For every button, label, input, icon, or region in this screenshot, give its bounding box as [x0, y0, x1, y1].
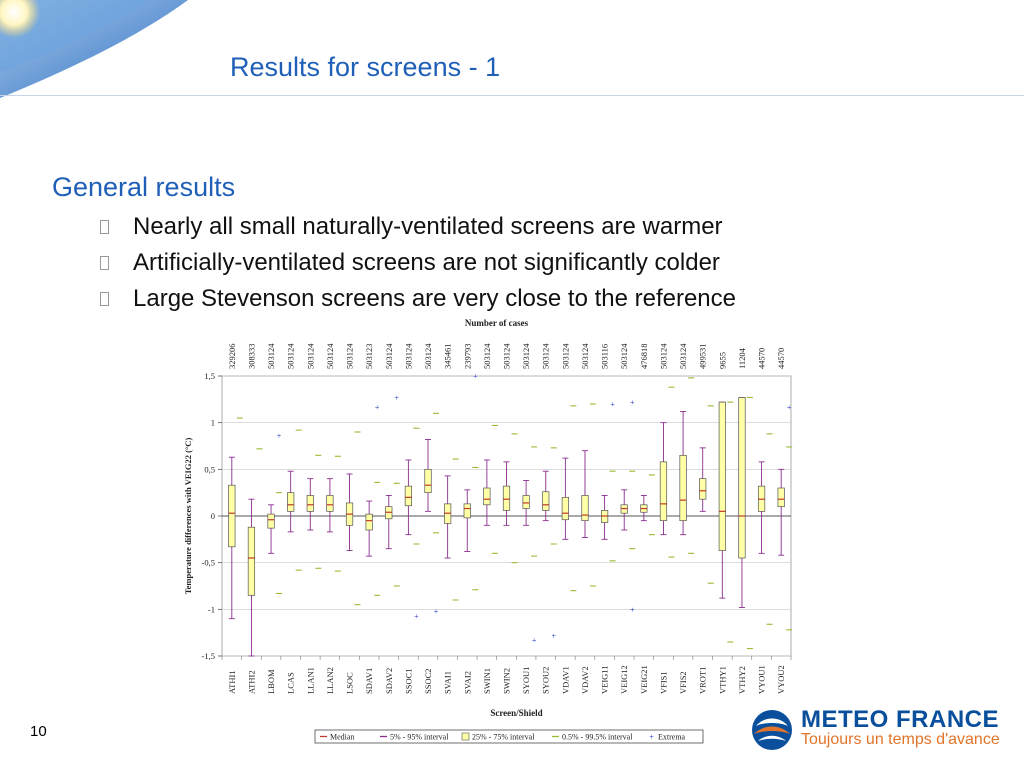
iqr-box	[425, 469, 432, 492]
category-label: SYOU1	[521, 666, 532, 694]
iqr-box	[307, 495, 314, 511]
case-count-label: 503124	[678, 343, 689, 369]
case-count-label: 503116	[599, 343, 610, 369]
case-count-label: 503124	[423, 343, 434, 369]
iqr-box	[739, 397, 746, 558]
case-count-label: 503124	[305, 343, 316, 369]
category-label: SWIN1	[481, 668, 492, 694]
case-count-label: 503124	[619, 343, 630, 369]
meteo-france-logo	[745, 700, 1010, 760]
category-label: VFIS2	[678, 671, 689, 694]
iqr-box	[366, 514, 373, 530]
iqr-box	[248, 527, 255, 595]
case-count-label: 503124	[579, 343, 590, 369]
title-rule	[0, 95, 1024, 96]
logo-name: METEO FRANCE	[801, 706, 999, 733]
iqr-box	[699, 479, 706, 500]
category-label: VDAV1	[560, 666, 571, 694]
iqr-box	[464, 504, 471, 518]
category-label: VTHY2	[736, 666, 747, 694]
iqr-box	[327, 495, 334, 511]
iqr-box	[562, 497, 569, 519]
extrema-min-marker: +	[433, 607, 439, 617]
extrema-min-marker: +	[629, 605, 635, 615]
extrema-max-marker: +	[276, 431, 282, 441]
category-label: LLAN2	[324, 667, 335, 694]
case-count-label: 503123	[364, 343, 375, 369]
extrema-max-marker: +	[786, 402, 792, 412]
corner-swoosh-decoration	[0, 0, 200, 100]
globe-logo-icon	[750, 708, 794, 752]
category-label: VEIG12	[619, 665, 630, 694]
legend-label: Median	[330, 732, 355, 742]
category-label: SSOC1	[403, 668, 414, 694]
case-count-label: 9655	[717, 352, 728, 369]
case-count-label: 44570	[776, 347, 787, 369]
extrema-min-marker: +	[551, 631, 556, 641]
case-count-label: 503124	[383, 343, 394, 369]
extrema-max-marker: +	[629, 398, 635, 408]
case-count-label: 44570	[756, 347, 767, 369]
legend-label: Extrema	[658, 732, 686, 742]
page-number: 10	[30, 723, 47, 740]
extrema-min-marker: +	[531, 636, 537, 646]
legend-box-swatch	[462, 733, 469, 740]
category-label: LBOM	[266, 669, 277, 694]
top-axis-label: Number of cases	[464, 318, 529, 328]
legend-label: 5% - 95% interval	[390, 732, 449, 742]
category-label: VROT1	[697, 666, 708, 694]
category-label: VEIG21	[638, 665, 649, 694]
case-count-label: 239793	[462, 343, 473, 369]
case-count-label: 503124	[540, 343, 551, 369]
logo-tagline: Toujours un temps d'avance	[801, 731, 1000, 748]
y-axis-label: Temperature differences with VEIG22 (°C)	[183, 437, 193, 595]
bullet-square-icon	[100, 220, 109, 234]
case-count-label: 503124	[266, 343, 277, 369]
bullet-square-icon	[100, 292, 109, 306]
case-count-label: 11204	[736, 348, 747, 369]
category-label: SVAI1	[442, 671, 453, 694]
case-count-label: 503124	[658, 343, 669, 369]
y-tick-label: 0,5	[204, 464, 215, 475]
category-label: ATHI2	[246, 670, 257, 694]
iqr-box	[268, 514, 275, 528]
category-label: LCAS	[285, 672, 296, 694]
category-label: SDAV2	[383, 667, 394, 694]
bullet-square-icon	[100, 256, 109, 270]
y-tick-label: 1,5	[204, 371, 215, 381]
bullet-list	[100, 209, 736, 317]
iqr-box	[542, 492, 549, 511]
extrema-max-marker: +	[394, 393, 400, 403]
iqr-box	[523, 495, 530, 508]
bullet-text: Nearly all small naturally-ventilated screens are warmer	[133, 213, 723, 240]
x-axis-label: Screen/Shield	[490, 708, 543, 718]
category-label: SYOU2	[540, 666, 551, 694]
category-label: LLAN1	[305, 667, 316, 694]
category-label: VDAV2	[579, 666, 590, 694]
case-count-label: 503124	[501, 343, 512, 369]
iqr-box	[660, 462, 667, 521]
category-label: SVAI2	[462, 671, 473, 694]
y-tick-label: 1	[210, 417, 215, 428]
boxplot-chart	[170, 312, 810, 752]
extrema-max-marker: +	[473, 372, 478, 381]
case-count-label: 329206	[226, 343, 237, 369]
case-count-label: 503124	[481, 343, 492, 369]
bullet-text: Artificially-ventilated screens are not significantly colder	[133, 249, 720, 276]
y-tick-label: -1	[207, 604, 215, 615]
y-tick-label: -1,5	[201, 651, 215, 661]
iqr-box	[229, 485, 236, 547]
y-tick-label: 0	[210, 511, 215, 521]
category-label: VEIG11	[599, 665, 610, 694]
case-count-label: 503124	[560, 343, 571, 369]
iqr-box	[719, 402, 726, 550]
case-count-label: 503124	[324, 343, 335, 369]
category-label: VTHY1	[717, 666, 728, 694]
extrema-max-marker: +	[374, 402, 380, 412]
category-label: VYOU2	[776, 665, 787, 694]
category-label: VYOU1	[756, 665, 767, 694]
bullet-item	[100, 209, 736, 245]
extrema-max-marker: +	[610, 400, 615, 409]
case-count-label: 308333	[246, 343, 257, 369]
iqr-box	[484, 488, 491, 505]
case-count-label: 476818	[638, 343, 649, 369]
legend-extrema-swatch: +	[649, 732, 654, 742]
legend-label: 25% - 75% interval	[472, 732, 535, 742]
section-heading: General results	[52, 172, 236, 202]
iqr-box	[778, 488, 785, 507]
iqr-box	[405, 486, 412, 506]
slide-title: Results for screens - 1	[230, 52, 501, 82]
case-count-label: 503124	[403, 343, 414, 369]
legend-label: 0.5% - 99.5% interval	[562, 732, 633, 742]
bullet-text: Large Stevenson screens are very close to the reference	[133, 285, 736, 312]
iqr-box	[582, 495, 589, 520]
case-count-label: 345461	[442, 343, 453, 369]
case-count-label: 499531	[697, 343, 708, 369]
iqr-box	[680, 455, 687, 520]
iqr-box	[287, 493, 294, 512]
extrema-min-marker: +	[414, 611, 419, 621]
category-label: VFIS1	[658, 671, 669, 694]
category-label: ATHI1	[226, 670, 237, 694]
bullet-item	[100, 245, 736, 281]
category-label: SWIN2	[501, 668, 512, 694]
y-tick-label: -0,5	[201, 557, 215, 568]
category-label: SDAV1	[364, 667, 375, 694]
iqr-box	[503, 486, 510, 510]
case-count-label: 503124	[521, 343, 532, 369]
category-label: LSOC	[344, 672, 355, 694]
case-count-label: 503124	[344, 343, 355, 369]
case-count-label: 503124	[285, 343, 296, 369]
category-label: SSOC2	[423, 668, 434, 694]
